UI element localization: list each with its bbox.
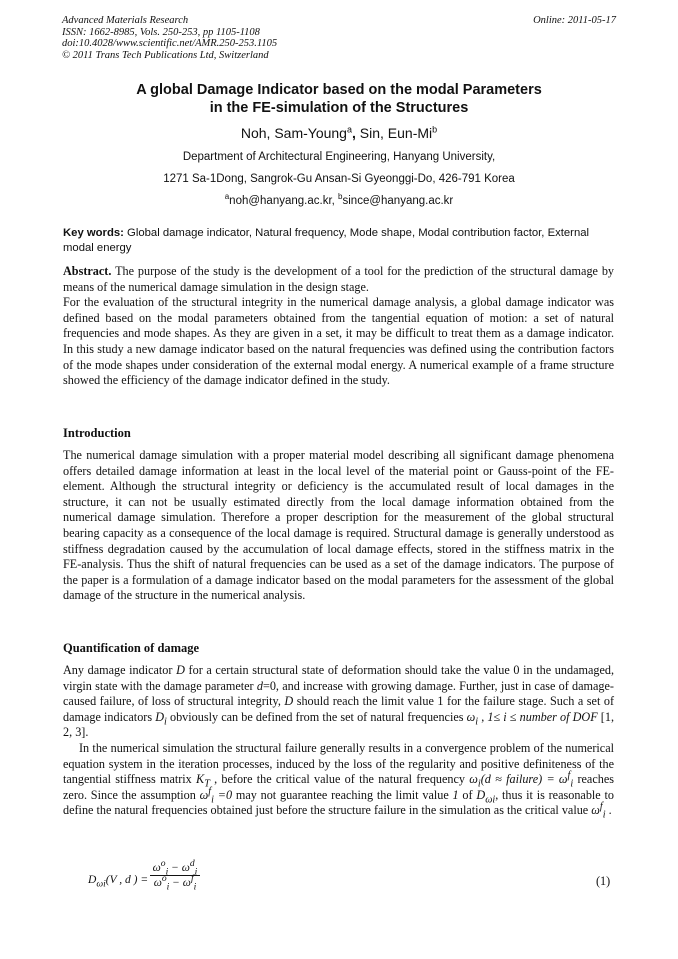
quant-p1 xyxy=(63,663,614,741)
q-text: reaches zero. Since the assumption xyxy=(63,772,614,802)
affiliation-dept: Department of Architectural Engineering, Hanyang University, xyxy=(182,151,496,163)
q-sub: i xyxy=(475,716,479,728)
eq-D: D xyxy=(88,874,97,886)
q-sub: i xyxy=(602,809,606,821)
q-sub: i xyxy=(211,794,214,806)
author-line xyxy=(40,124,638,142)
keywords-label: Key words: xyxy=(63,227,124,239)
email-a: noh@hanyang.ac.kr, xyxy=(229,195,335,207)
quant-body xyxy=(63,663,614,819)
eq-sub: ωi xyxy=(96,878,106,890)
q-sub: i xyxy=(570,778,574,790)
email-b: since@hanyang.ac.kr xyxy=(342,195,454,207)
eq-args: (V , d ) = xyxy=(105,874,149,886)
q-text: for a certain structural state of deformation should take the value 0 in the undamaged, virgin state with the damage parameter xyxy=(63,663,615,693)
q-text: should reach the limit value 1 for the failure stage. Such a set of damage indicators xyxy=(63,694,615,724)
affiliation-address: 1271 Sa-1Dong, Sangrok-Gu Ansan-Si Gyeonggi-Do, 426-791 Korea xyxy=(163,173,515,185)
q-sub: i xyxy=(164,716,167,728)
q-range: 1≤ i ≤ number of DOF xyxy=(487,709,598,724)
intro-heading: Introduction xyxy=(63,426,131,440)
q-var-D: D xyxy=(176,663,185,677)
q-var-D: D xyxy=(476,787,486,802)
q-sub: ωi xyxy=(485,794,496,806)
doi-line: doi:10.4028/www.scientific.net/AMR.250-253.1105 xyxy=(62,38,278,50)
author-2-mark: b xyxy=(432,124,438,135)
equation-numerator: $\omega^o_i - \omega^d_i$ xyxy=(152,858,198,878)
paper-title xyxy=(40,82,638,117)
q-sub: T xyxy=(204,778,210,790)
q-assump-eq: =0 xyxy=(213,787,233,802)
q-text: obviously can be defined from the set of natural frequencies xyxy=(166,709,467,724)
q-omega: ω xyxy=(591,803,600,818)
q-freq-arg: (d ≈ failure) = ω xyxy=(480,772,568,787)
equation-number: (1) xyxy=(596,874,611,888)
author-2: Sin, Eun-Mi xyxy=(359,125,433,141)
q-sup: f xyxy=(567,770,571,782)
title-line-2: in the FE-simulation of the Structures xyxy=(209,99,469,116)
keywords xyxy=(63,226,614,256)
q-one: 1 xyxy=(452,787,459,802)
abstract-p2: For the evaluation of the structural integrity in the numerical damage analysis, a global damage indicator was defined based on the modal parameters obtained from the tangential equation of motion: a set of natural frequencies and mode shapes. As they are given in a set, it may be difficult to treat them as a damage indicator. In this study a new damage indicator based on the natural frequencies was defined using the contribution factors of the mode shapes under consideration of the external modal energy. A numerical example of a frame structure showed the efficiency of the damage indicator defined in the study. xyxy=(63,295,614,388)
journal-name: Advanced Materials Research xyxy=(62,15,189,26)
q-text: of xyxy=(458,787,477,802)
issn-line: ISSN: 1662-8985, Vols. 250-253, pp 1105-1108 xyxy=(62,26,260,38)
email-b-mark: b xyxy=(338,192,343,202)
q-sup: f xyxy=(599,801,603,813)
email-a-mark: a xyxy=(224,192,230,202)
q-text: . xyxy=(605,803,612,818)
author-1: Noh, Sam-Young xyxy=(240,125,347,141)
q-text: [1, 2, 3]. xyxy=(63,709,614,740)
title-line-1: A global Damage Indicator based on the modal Parameters xyxy=(136,82,542,98)
author-1-mark: a xyxy=(346,124,352,135)
keywords-text: Global damage indicator, Natural frequency, Mode shape, Modal contribution factor, External modal energy xyxy=(63,227,590,254)
affiliation-emails xyxy=(40,194,638,208)
intro-body xyxy=(63,448,614,604)
q-text: =0, and increase with growing damage. Further, just in case of damage-caused failure, of loss of structural integrity, xyxy=(63,678,614,709)
q-var-D: D xyxy=(284,694,294,709)
q-var-K: K xyxy=(196,772,205,787)
abstract xyxy=(63,264,614,389)
q-text: , xyxy=(478,709,488,724)
abstract-p1 xyxy=(63,264,614,295)
journal-header xyxy=(62,15,616,61)
abstract-label: Abstract. xyxy=(63,264,112,278)
q-text: Any damage indicator xyxy=(63,663,177,677)
q-sup: f xyxy=(208,785,212,797)
intro-p1: The numerical damage simulation with a proper material model describing all significant damage phenomena offers detailed damage information at least in the local level of the material point or Gauss-point of the FE-element. Although the structural integrity or deficiency is the accumulated result of local damages in the structure, it can not be usually estimated directly from the local damage information obtained from the numerical damage simulation. Therefore a proper description for the measurement of the global structural bearing capacity as a consequence of the local damage is required. Structural damage is generally understood as stiffness degradation caused by the accumulation of local damage effects, stored in the stiffness matrix in the FE-analysis. Thus the shift of natural frequencies can be used as a set of the damage indicators. The purpose of the paper is a formulation of a damage indicator based on the modal parameters for the assessment of the global damage of the structure in the numerical analysis. xyxy=(63,448,614,603)
online-date: Online: 2011-05-17 xyxy=(533,15,616,26)
abstract-p1-text: The purpose of the study is the development of a tool for the prediction of the structural damage by means of the numerical damage simulation in the design stage. xyxy=(63,264,615,294)
quant-p2 xyxy=(63,741,614,819)
q-text: may not guarantee reaching the limit value xyxy=(232,787,453,802)
q-text: , thus it is reasonable to define the natural frequencies obtained just before the structure failure in the simulation as the critical value xyxy=(63,787,614,818)
q-omega: ω xyxy=(199,787,209,802)
equation-denominator: $\omega^o_i - \omega^f_i$ xyxy=(153,873,197,893)
q-var-d: d xyxy=(256,678,263,693)
q-omega: ω xyxy=(466,709,476,724)
q-var-Di: D xyxy=(155,709,165,724)
author-separator: , xyxy=(351,125,356,141)
copyright-line: © 2011 Trans Tech Publications Ltd, Switzerland xyxy=(62,49,269,61)
q-omega: ω xyxy=(469,772,478,787)
q-sub: i xyxy=(477,778,481,790)
q-text: , before the critical value of the natural frequency xyxy=(209,772,470,787)
equation-fraction xyxy=(150,858,200,893)
equation-lhs xyxy=(88,874,149,890)
q-text: In the numerical simulation the structural failure generally results in a convergence problem of the numerical equation system in the iteration processes, induced by the loss of the regularity and positive definiteness of the tangential stiffness matrix xyxy=(63,740,614,787)
quant-heading: Quantification of damage xyxy=(63,641,200,655)
